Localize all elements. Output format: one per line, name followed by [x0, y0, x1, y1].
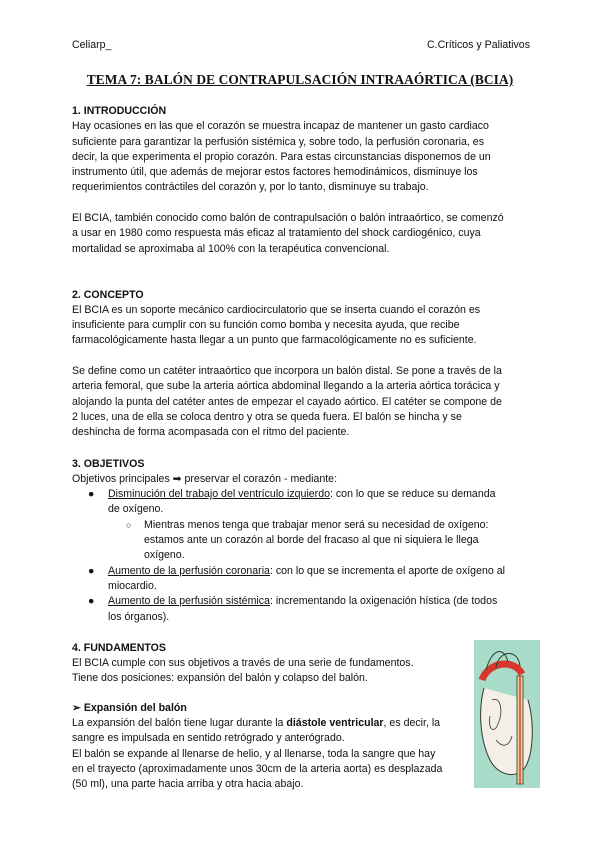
objective-text: de oxígeno.	[108, 503, 164, 516]
bullet-icon: ●	[88, 564, 95, 577]
line: El BCIA cumple con sus objetivos a través de una serie de fundamentos.	[72, 657, 414, 670]
paragraph	[72, 211, 534, 257]
circle-bullet-icon: ○	[126, 519, 132, 530]
line: a usar en 1980 como respuesta más eficaz al tratamiento del shock cardiogénico, cuya	[72, 227, 481, 240]
header-left: Celiarp_	[72, 39, 112, 51]
line: instrumento útil, que además de mejorar estos factores hemodinámicos, disminuye los	[72, 166, 478, 179]
line: El balón se expande al llenarse de helio, y al llenarse, toda la sangre que hay	[72, 747, 436, 760]
bold-term: diástole ventricular	[286, 716, 384, 729]
list-item	[72, 564, 534, 595]
page-title: TEMA 7: BALÓN DE CONTRAPULSACIÓN INTRAAÓRTICA (BCIA)	[86, 72, 514, 87]
objectives-intro: Objetivos principales ➡ preservar el corazón - mediante:	[72, 472, 338, 485]
line: Mientras menos tenga que trabajar menor será su necesidad de oxígeno:	[144, 518, 489, 531]
objective-text: los órganos).	[108, 610, 170, 623]
line: (50 ml), una parte hacia arriba y otra hacia abajo.	[72, 778, 304, 791]
objectives-list	[72, 487, 534, 625]
line: insuficiente para cumplir con su función como bomba y necesita ayuda, que recibe	[72, 319, 460, 332]
paragraph	[72, 364, 534, 440]
line: El BCIA, también conocido como balón de contrapulsación o balón intraaórtico, se comenzó	[72, 212, 504, 225]
line: 2 luces, una de ella se coloca dentro y otra se queda fuera. El balón se hincha y se	[72, 410, 462, 423]
section-heading-objetivos: 3. OBJETIVOS	[72, 457, 145, 470]
paragraph	[72, 656, 534, 687]
list-item	[72, 518, 534, 564]
line: decir, la que experimenta el propio corazón. Para estas circunstancias disponemos de un	[72, 150, 491, 163]
section-heading-concepto: 2. CONCEPTO	[72, 288, 144, 301]
line: La expansión del balón tiene lugar durante la	[72, 716, 287, 729]
line: sangre es impulsada en sentido retrógrado y anterógrado.	[72, 732, 345, 745]
line: mortalidad se aproximaba al 100% con la terapéutica convencional.	[72, 242, 390, 255]
line: El BCIA es un soporte mecánico cardiocirculatorio que se inserta cuando el corazón es	[72, 303, 481, 316]
line: arteria femoral, que sube la arteria aórtica abdominal llegando a la arteria aórtica torácica y	[72, 380, 500, 393]
line: Se define como un catéter intraaórtico que incorpora un balón distal. Se pone a través de la	[72, 365, 502, 378]
line: Hay ocasiones en las que el corazón se muestra incapaz de mantener un gasto cardiaco	[72, 120, 489, 133]
line: requerimientos contráctiles del corazón y, por lo tanto, disminuye su trabajo.	[72, 181, 429, 194]
objective-title: Disminución del trabajo del ventrículo izquierdo	[108, 488, 330, 501]
line: suficiente para garantizar la perfusión sistémica y, sobre todo, la perfusión coronaria, es	[72, 135, 484, 148]
list-item	[72, 487, 534, 518]
line: , es decir, la	[383, 716, 441, 729]
subheading-expansion: ➢ Expansión del balón	[72, 701, 187, 714]
document-body	[72, 104, 534, 792]
list-item	[72, 594, 534, 625]
objective-title: Aumento de la perfusión sistémica	[108, 595, 270, 608]
objective-title: Aumento de la perfusión coronaria	[108, 564, 270, 577]
objective-text: miocardio.	[108, 579, 157, 592]
paragraph	[72, 119, 534, 195]
bullet-icon: ●	[88, 488, 95, 501]
line: alojando la punta del catéter antes de empezar el cayado aórtico. El catéter se compone de	[72, 395, 502, 408]
section-heading-fundamentos: 4. FUNDAMENTOS	[72, 641, 166, 654]
line: oxígeno.	[144, 549, 185, 562]
objective-text: : con lo que se reduce su demanda	[330, 488, 496, 501]
paragraph	[72, 716, 462, 792]
paragraph	[72, 303, 534, 349]
line: farmacológicamente hasta llegar a un punto que farmacológicamente no es suficiente.	[72, 334, 477, 347]
bullet-icon: ●	[88, 595, 95, 608]
section-heading-introduccion: 1. INTRODUCCIÓN	[72, 105, 167, 117]
objective-text: : incrementando la oxigenación hística (de todos	[269, 595, 498, 608]
line: Tiene dos posiciones: expansión del balón y colapso del balón.	[72, 672, 368, 685]
heart-balloon-illustration	[474, 640, 540, 788]
objective-text: : con lo que se incrementa el aporte de oxígeno al	[269, 564, 505, 577]
line: en el trayecto (aproximadamente unos 30cm de la arteria aorta) es desplazada	[72, 762, 443, 775]
header-right: C.Críticos y Paliativos	[426, 39, 530, 51]
line: estamos ante un corazón al borde del fracaso al que ni siquiera le llega	[144, 534, 479, 547]
line: deshincha de forma acompasada con el ritmo del paciente.	[72, 426, 350, 439]
